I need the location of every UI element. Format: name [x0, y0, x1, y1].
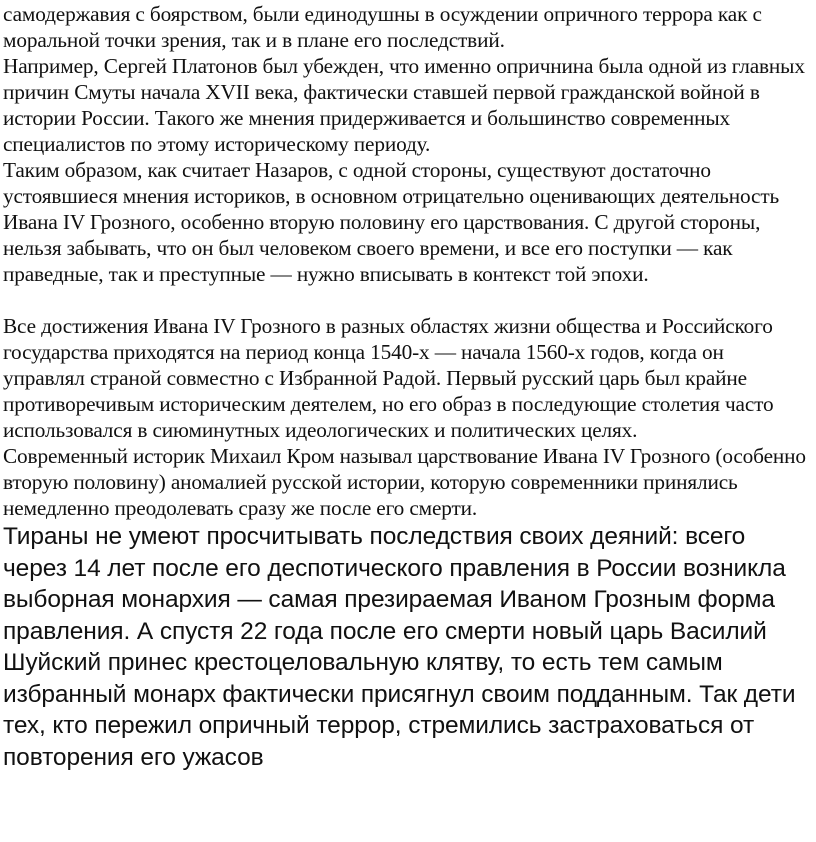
- paragraph-nazarov-opinion: Таким образом, как считает Назаров, с одной стороны, существуют достаточно устоявшиеся мнения историков, в основном отрицательно оценивающих деятельность Ивана IV Грозного, особенно вторую половину его царствования. С другой стороны, нельзя забывать, что он был человеком своего времени, и все его поступки — как праведные, так и преступные — нужно вписывать в контекст той эпохи.: [3, 158, 780, 286]
- paragraph-oprichnina-condemnation: самодержавия с боярством, были единодушны в осуждении опричного террора как с моральной точки зрения, так и в плане его последствий.: [3, 2, 762, 52]
- paragraph-krom-opinion: Современный историк Михаил Кром называл царствование Ивана IV Грозного (особенно вторую половину) аномалией русской истории, которую современники принялись немедленно преодолевать сразу же после его смерти.: [3, 444, 806, 520]
- paragraph-achievements: Все достижения Ивана IV Грозного в разных областях жизни общества и Российского государства приходятся на период конца 1540-х — начала 1560-х годов, когда он управлял страной совместно с Избранной Радой. Первый русский царь был крайне противоречивым историческим деятелем, но его образ в последующие столетия часто использовался в сиюминутных идеологических и политических целях.: [3, 314, 774, 442]
- paragraph-tyrants-consequences: Тираны не умеют просчитывать последствия своих деяний: всего через 14 лет после его деспотического правления в России возникла выборная монархия — самая презираемая Иваном Грозным форма правления. А спустя 22 года после его смерти новый царь Василий Шуйский принес крестоцеловальную клятву, то есть тем самым избранный монарх фактически присягнул своим подданным. Так дети тех, кто пережил опричный террор, стремились застраховаться от повторения его ужасов: [3, 523, 796, 771]
- paragraph-platonov-opinion: Например, Сергей Платонов был убежден, что именно опричнина была одной из главных причин Смуты начала XVII века, фактически ставшей первой гражданской войной в истории России. Такого же мнения придерживается и большинство современных специалистов по этому историческому периоду.: [3, 54, 805, 156]
